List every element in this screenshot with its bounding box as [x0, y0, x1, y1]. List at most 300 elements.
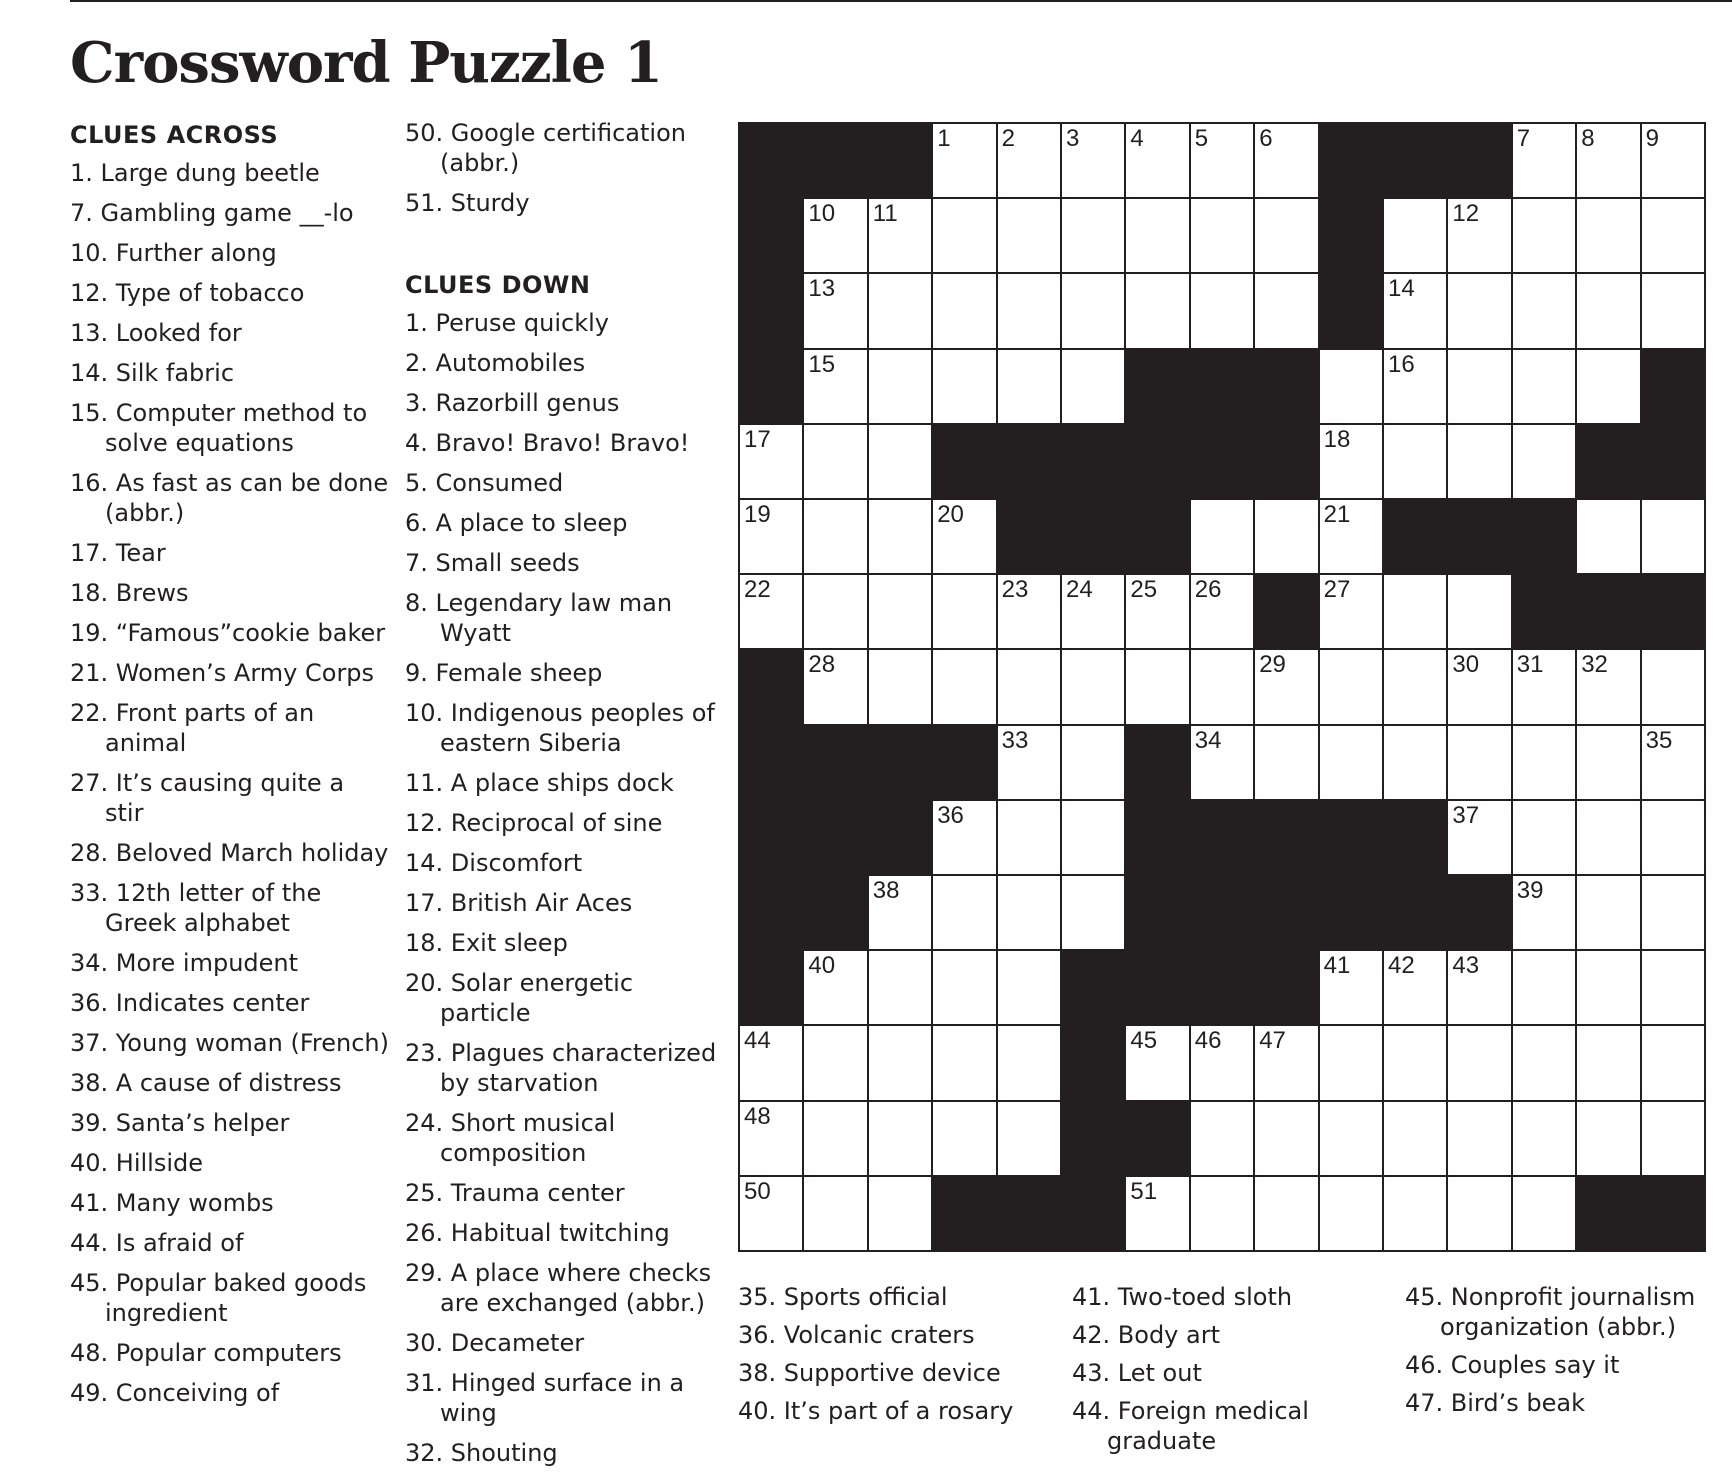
- answer-square[interactable]: [1384, 726, 1448, 801]
- answer-square[interactable]: [869, 575, 933, 650]
- clue-across: 45. Popular baked goods ingredient: [70, 1269, 367, 1327]
- answer-square[interactable]: [1577, 951, 1641, 1026]
- black-square: [1384, 876, 1448, 951]
- answer-square[interactable]: [804, 1102, 868, 1177]
- clue-number: 24: [1066, 576, 1093, 604]
- clue-down: 1. Peruse quickly: [405, 309, 609, 337]
- clue-number: 34: [1194, 726, 1222, 754]
- black-square: [1448, 124, 1512, 199]
- answer-square[interactable]: [1384, 274, 1448, 349]
- clue-down: 46. Couples say it: [1405, 1351, 1620, 1379]
- answer-square[interactable]: [1513, 650, 1577, 725]
- black-square: [1126, 1102, 1190, 1177]
- clue-across: 19. “Famous”cookie baker: [70, 619, 386, 647]
- answer-square[interactable]: [869, 199, 933, 274]
- black-square: [869, 801, 933, 876]
- answer-square[interactable]: [1577, 199, 1641, 274]
- answer-square[interactable]: [1642, 274, 1706, 349]
- clue-number: 29: [1259, 651, 1286, 679]
- clue-number: 13: [808, 275, 836, 303]
- answer-square[interactable]: [1577, 1102, 1641, 1177]
- across-clue-list: [70, 158, 390, 1408]
- clue-down: 36. Volcanic craters: [738, 1321, 975, 1349]
- answer-square[interactable]: [1513, 726, 1577, 801]
- answer-square[interactable]: [1513, 199, 1577, 274]
- answer-square[interactable]: [1320, 500, 1384, 575]
- clue-number: 7: [1516, 125, 1531, 152]
- clue-number: 5: [1194, 125, 1209, 152]
- answer-square[interactable]: [1577, 726, 1641, 801]
- answer-square[interactable]: [1384, 1026, 1448, 1101]
- black-square: [804, 726, 868, 801]
- down-clue-list-continued-2: [1072, 1282, 1392, 1456]
- clue-across: 48. Popular computers: [70, 1339, 342, 1367]
- answer-square[interactable]: [1448, 1026, 1512, 1101]
- clue-across: 39. Santa’s helper: [70, 1109, 290, 1137]
- clue-down: 30. Decameter: [405, 1329, 585, 1357]
- answer-square[interactable]: [1513, 124, 1577, 199]
- clue-down: 11. A place ships dock: [405, 769, 674, 797]
- answer-square[interactable]: [1126, 1177, 1190, 1252]
- answer-square[interactable]: [1062, 876, 1126, 951]
- clue-down: 38. Supportive device: [738, 1359, 1001, 1387]
- answer-square[interactable]: [1062, 650, 1126, 725]
- answer-square[interactable]: [869, 951, 933, 1026]
- answer-square[interactable]: [804, 951, 868, 1026]
- answer-square[interactable]: [1255, 1026, 1319, 1101]
- answer-square[interactable]: [804, 350, 868, 425]
- clue-across: 10. Further along: [70, 239, 277, 267]
- clue-number: 3: [1066, 125, 1080, 152]
- answer-square[interactable]: [1126, 650, 1190, 725]
- clue-down: 18. Exit sleep: [405, 929, 568, 957]
- answer-square[interactable]: [1642, 1026, 1706, 1101]
- answer-square[interactable]: [1513, 801, 1577, 876]
- answer-square[interactable]: [1191, 650, 1255, 725]
- clue-number: 43: [1452, 952, 1480, 980]
- clue-number: 48: [744, 1102, 771, 1130]
- answer-square[interactable]: [998, 726, 1062, 801]
- black-square: [740, 951, 804, 1026]
- answer-square[interactable]: [1062, 575, 1126, 650]
- answer-square[interactable]: [1448, 801, 1512, 876]
- clue-across: 40. Hillside: [70, 1149, 204, 1177]
- down-clue-list: [405, 308, 725, 1468]
- answer-square[interactable]: [869, 650, 933, 725]
- answer-square[interactable]: [869, 1177, 933, 1252]
- answer-square[interactable]: [1062, 199, 1126, 274]
- answer-square[interactable]: [804, 199, 868, 274]
- black-square: [998, 500, 1062, 575]
- answer-square[interactable]: [804, 425, 868, 500]
- answer-square[interactable]: [933, 1026, 997, 1101]
- answer-square[interactable]: [1577, 350, 1641, 425]
- clue-number: 2: [1001, 125, 1015, 152]
- answer-square[interactable]: [933, 124, 997, 199]
- answer-square[interactable]: [804, 650, 868, 725]
- answer-square[interactable]: [1513, 425, 1577, 500]
- answer-square[interactable]: [1062, 801, 1126, 876]
- clue-number: 35: [1645, 726, 1673, 754]
- answer-square[interactable]: [998, 575, 1062, 650]
- answer-square[interactable]: [1642, 124, 1706, 199]
- answer-square[interactable]: [1384, 425, 1448, 500]
- answer-square[interactable]: [740, 500, 804, 575]
- answer-square[interactable]: [998, 1026, 1062, 1101]
- clues-column-2: [405, 118, 725, 1478]
- answer-square[interactable]: [1448, 1102, 1512, 1177]
- answer-square[interactable]: [1577, 500, 1641, 575]
- clue-across: 33. 12th letter of the Greek alphabet: [70, 879, 322, 937]
- answer-square[interactable]: [1384, 350, 1448, 425]
- answer-square[interactable]: [1513, 951, 1577, 1026]
- answer-square[interactable]: [1255, 199, 1319, 274]
- clue-down: 3. Razorbill genus: [405, 389, 620, 417]
- clue-down: 17. British Air Aces: [405, 889, 633, 917]
- answer-square[interactable]: [869, 350, 933, 425]
- across-clue-list-continued: [405, 118, 725, 218]
- clue-down: 23. Plagues characterized by starvation: [405, 1039, 717, 1097]
- answer-square[interactable]: [933, 876, 997, 951]
- clue-down: 10. Indigenous peoples of eastern Siberia: [405, 699, 715, 757]
- clue-down: 7. Small seeds: [405, 549, 580, 577]
- clue-number: 32: [1581, 651, 1608, 679]
- clue-down: 29. A place where checks are exchanged (abbr.): [405, 1259, 712, 1317]
- answer-square[interactable]: [1191, 575, 1255, 650]
- black-square: [1642, 350, 1706, 425]
- clue-down: 41. Two-toed sloth: [1072, 1283, 1293, 1311]
- answer-square[interactable]: [869, 1026, 933, 1101]
- section-gap: [405, 228, 725, 268]
- answer-square[interactable]: [1320, 1177, 1384, 1252]
- answer-square[interactable]: [1191, 1102, 1255, 1177]
- answer-square[interactable]: [1191, 1026, 1255, 1101]
- answer-square[interactable]: [1577, 1026, 1641, 1101]
- answer-square[interactable]: [1448, 425, 1512, 500]
- answer-square[interactable]: [804, 500, 868, 575]
- answer-square[interactable]: [1642, 199, 1706, 274]
- answer-square[interactable]: [1513, 1102, 1577, 1177]
- answer-square[interactable]: [1320, 951, 1384, 1026]
- answer-square[interactable]: [1255, 124, 1319, 199]
- clue-across: 15. Computer method to solve equations: [70, 399, 368, 457]
- clue-down: 4. Bravo! Bravo! Bravo!: [405, 429, 690, 457]
- black-square: [1384, 801, 1448, 876]
- black-square: [1126, 425, 1190, 500]
- black-square: [1384, 124, 1448, 199]
- answer-square[interactable]: [1320, 1026, 1384, 1101]
- clue-number: 8: [1581, 125, 1595, 152]
- black-square: [1062, 951, 1126, 1026]
- answer-square[interactable]: [1577, 876, 1641, 951]
- answer-square[interactable]: [1255, 274, 1319, 349]
- answer-square[interactable]: [1577, 801, 1641, 876]
- answer-square[interactable]: [933, 650, 997, 725]
- clue-across: 22. Front parts of an animal: [70, 699, 315, 757]
- black-square: [1448, 500, 1512, 575]
- answer-square[interactable]: [1062, 350, 1126, 425]
- answer-square[interactable]: [998, 650, 1062, 725]
- clue-number: 25: [1130, 576, 1158, 604]
- clue-across: 1. Large dung beetle: [70, 159, 320, 187]
- answer-square[interactable]: [869, 1102, 933, 1177]
- black-square: [1577, 1177, 1641, 1252]
- answer-square[interactable]: [1255, 1177, 1319, 1252]
- answer-square[interactable]: [1513, 350, 1577, 425]
- black-square: [1513, 575, 1577, 650]
- clue-number: 14: [1388, 275, 1415, 303]
- clue-across: 38. A cause of distress: [70, 1069, 342, 1097]
- clue-down: 31. Hinged surface in a wing: [405, 1369, 685, 1427]
- answer-square[interactable]: [998, 350, 1062, 425]
- answer-square[interactable]: [1642, 500, 1706, 575]
- answer-square[interactable]: [1191, 199, 1255, 274]
- black-square: [1191, 951, 1255, 1026]
- answer-square[interactable]: [804, 1026, 868, 1101]
- clue-number: 27: [1323, 576, 1351, 604]
- black-square: [1191, 876, 1255, 951]
- clue-down: 5. Consumed: [405, 469, 564, 497]
- answer-square[interactable]: [1513, 1026, 1577, 1101]
- black-square: [933, 425, 997, 500]
- black-square: [1320, 274, 1384, 349]
- answer-square[interactable]: [1642, 1102, 1706, 1177]
- clue-across: 27. It’s causing quite a stir: [70, 769, 345, 827]
- answer-square[interactable]: [1642, 650, 1706, 725]
- answer-square[interactable]: [1320, 575, 1384, 650]
- answer-square[interactable]: [1577, 650, 1641, 725]
- answer-square[interactable]: [1448, 575, 1512, 650]
- answer-square[interactable]: [998, 801, 1062, 876]
- clue-down: 35. Sports official: [738, 1283, 948, 1311]
- answer-square[interactable]: [1255, 650, 1319, 725]
- answer-square[interactable]: [1384, 1177, 1448, 1252]
- clue-number: 33: [1001, 726, 1029, 754]
- answer-square[interactable]: [869, 876, 933, 951]
- answer-square[interactable]: [1448, 1177, 1512, 1252]
- clue-down: 42. Body art: [1072, 1321, 1220, 1349]
- black-square: [1513, 500, 1577, 575]
- answer-square[interactable]: [1577, 274, 1641, 349]
- clue-number: 22: [744, 576, 771, 604]
- answer-square[interactable]: [933, 1102, 997, 1177]
- top-rule: [70, 0, 1732, 2]
- black-square: [1126, 801, 1190, 876]
- answer-square[interactable]: [1513, 1177, 1577, 1252]
- black-square: [1126, 726, 1190, 801]
- clue-across: 44. Is afraid of: [70, 1229, 244, 1257]
- clue-down: 43. Let out: [1072, 1359, 1202, 1387]
- clue-number: 1: [937, 125, 951, 152]
- clues-column-1: [70, 118, 390, 1418]
- down-clue-list-continued-3: [1405, 1282, 1725, 1418]
- clue-number: 11: [872, 200, 898, 228]
- black-square: [1642, 1177, 1706, 1252]
- answer-square[interactable]: [740, 1177, 804, 1252]
- black-square: [740, 350, 804, 425]
- answer-square[interactable]: [1448, 951, 1512, 1026]
- clue-across: 13. Looked for: [70, 319, 242, 347]
- answer-square[interactable]: [1448, 350, 1512, 425]
- answer-square[interactable]: [1126, 124, 1190, 199]
- black-square: [1062, 1177, 1126, 1252]
- answer-square[interactable]: [933, 350, 997, 425]
- black-square: [1320, 801, 1384, 876]
- clue-down: 9. Female sheep: [405, 659, 603, 687]
- crossword-grid: [738, 122, 1706, 1252]
- answer-square[interactable]: [1191, 500, 1255, 575]
- black-square: [1191, 425, 1255, 500]
- black-square: [1126, 876, 1190, 951]
- clue-number: 10: [808, 200, 836, 228]
- answer-square[interactable]: [1384, 951, 1448, 1026]
- clue-number: 36: [937, 801, 964, 829]
- answer-square[interactable]: [1126, 1026, 1190, 1101]
- black-square: [804, 124, 868, 199]
- answer-square[interactable]: [1384, 199, 1448, 274]
- answer-square[interactable]: [998, 124, 1062, 199]
- clue-across: 36. Indicates center: [70, 989, 310, 1017]
- clues-column-3: [738, 1282, 1058, 1434]
- clue-across: 17. Tear: [70, 539, 166, 567]
- answer-square[interactable]: [998, 1102, 1062, 1177]
- answer-square[interactable]: [933, 951, 997, 1026]
- clue-number: 12: [1452, 200, 1480, 228]
- black-square: [1255, 801, 1319, 876]
- answer-square[interactable]: [1320, 726, 1384, 801]
- answer-square[interactable]: [998, 274, 1062, 349]
- answer-square[interactable]: [740, 1026, 804, 1101]
- answer-square[interactable]: [1384, 1102, 1448, 1177]
- answer-square[interactable]: [933, 801, 997, 876]
- answer-square[interactable]: [1448, 650, 1512, 725]
- answer-square[interactable]: [1062, 124, 1126, 199]
- clue-down: 44. Foreign medical graduate: [1072, 1397, 1309, 1455]
- answer-square[interactable]: [1191, 1177, 1255, 1252]
- answer-square[interactable]: [1255, 1102, 1319, 1177]
- answer-square[interactable]: [1126, 575, 1190, 650]
- answer-square[interactable]: [998, 876, 1062, 951]
- answer-square[interactable]: [1577, 124, 1641, 199]
- answer-square[interactable]: [1642, 801, 1706, 876]
- answer-square[interactable]: [1320, 1102, 1384, 1177]
- answer-square[interactable]: [1255, 500, 1319, 575]
- answer-square[interactable]: [1642, 726, 1706, 801]
- answer-square[interactable]: [933, 274, 997, 349]
- answer-square[interactable]: [740, 425, 804, 500]
- clue-across: 16. As fast as can be done (abbr.): [70, 469, 389, 527]
- black-square: [869, 726, 933, 801]
- answer-square[interactable]: [804, 575, 868, 650]
- clue-number: 46: [1194, 1027, 1222, 1055]
- clue-number: 15: [808, 350, 836, 378]
- answer-square[interactable]: [1255, 726, 1319, 801]
- black-square: [1255, 575, 1319, 650]
- clue-across: 12. Type of tobacco: [70, 279, 305, 307]
- answer-square[interactable]: [933, 500, 997, 575]
- answer-square[interactable]: [933, 575, 997, 650]
- answer-square[interactable]: [869, 425, 933, 500]
- answer-square[interactable]: [998, 199, 1062, 274]
- clue-number: 37: [1452, 801, 1480, 829]
- answer-square[interactable]: [1448, 726, 1512, 801]
- clue-down: 2. Automobiles: [405, 349, 586, 377]
- black-square: [740, 801, 804, 876]
- black-square: [804, 876, 868, 951]
- answer-square[interactable]: [1513, 876, 1577, 951]
- answer-square[interactable]: [1448, 274, 1512, 349]
- answer-square[interactable]: [1513, 274, 1577, 349]
- answer-square[interactable]: [740, 1102, 804, 1177]
- clue-number: 31: [1516, 651, 1544, 679]
- black-square: [740, 876, 804, 951]
- clue-number: 23: [1001, 576, 1029, 604]
- answer-square[interactable]: [1126, 274, 1190, 349]
- clue-across: 41. Many wombs: [70, 1189, 274, 1217]
- answer-square[interactable]: [804, 1177, 868, 1252]
- clue-number: 41: [1323, 952, 1351, 980]
- answer-square[interactable]: [1384, 575, 1448, 650]
- black-square: [804, 801, 868, 876]
- black-square: [1320, 124, 1384, 199]
- answer-square[interactable]: [1191, 124, 1255, 199]
- answer-square[interactable]: [1642, 951, 1706, 1026]
- answer-square[interactable]: [1062, 274, 1126, 349]
- clue-down: 32. Shouting: [405, 1439, 558, 1467]
- clue-down: 26. Habitual twitching: [405, 1219, 670, 1247]
- answer-square[interactable]: [1062, 726, 1126, 801]
- answer-square[interactable]: [869, 274, 933, 349]
- clue-across: 34. More impudent: [70, 949, 299, 977]
- clue-across: 7. Gambling game __-lo: [70, 199, 354, 227]
- black-square: [740, 650, 804, 725]
- answer-square[interactable]: [1642, 876, 1706, 951]
- clue-number: 40: [808, 952, 836, 980]
- answer-square[interactable]: [740, 575, 804, 650]
- clue-number: 18: [1323, 425, 1351, 453]
- answer-square[interactable]: [1126, 199, 1190, 274]
- answer-square[interactable]: [1448, 199, 1512, 274]
- answer-square[interactable]: [804, 274, 868, 349]
- down-clue-list-continued-1: [738, 1282, 1058, 1426]
- answer-square[interactable]: [1320, 350, 1384, 425]
- clue-down: 47. Bird’s beak: [1405, 1389, 1585, 1417]
- answer-square[interactable]: [1191, 726, 1255, 801]
- answer-square[interactable]: [933, 199, 997, 274]
- black-square: [1448, 876, 1512, 951]
- black-square: [1577, 575, 1641, 650]
- clue-number: 26: [1194, 576, 1222, 604]
- answer-square[interactable]: [1384, 650, 1448, 725]
- answer-square[interactable]: [1320, 425, 1384, 500]
- clues-column-5: [1405, 1282, 1725, 1426]
- black-square: [1255, 876, 1319, 951]
- clue-across: 28. Beloved March holiday: [70, 839, 389, 867]
- answer-square[interactable]: [1320, 650, 1384, 725]
- answer-square[interactable]: [1191, 274, 1255, 349]
- answer-square[interactable]: [869, 500, 933, 575]
- black-square: [740, 124, 804, 199]
- answer-square[interactable]: [998, 951, 1062, 1026]
- clue-number: 21: [1323, 500, 1351, 528]
- clue-across: 49. Conceiving of: [70, 1379, 280, 1407]
- black-square: [933, 1177, 997, 1252]
- clue-number: 9: [1645, 125, 1659, 152]
- clue-down: 14. Discomfort: [405, 849, 583, 877]
- clues-column-4: [1072, 1282, 1392, 1464]
- black-square: [1126, 350, 1190, 425]
- clue-down: 24. Short musical composition: [405, 1109, 616, 1167]
